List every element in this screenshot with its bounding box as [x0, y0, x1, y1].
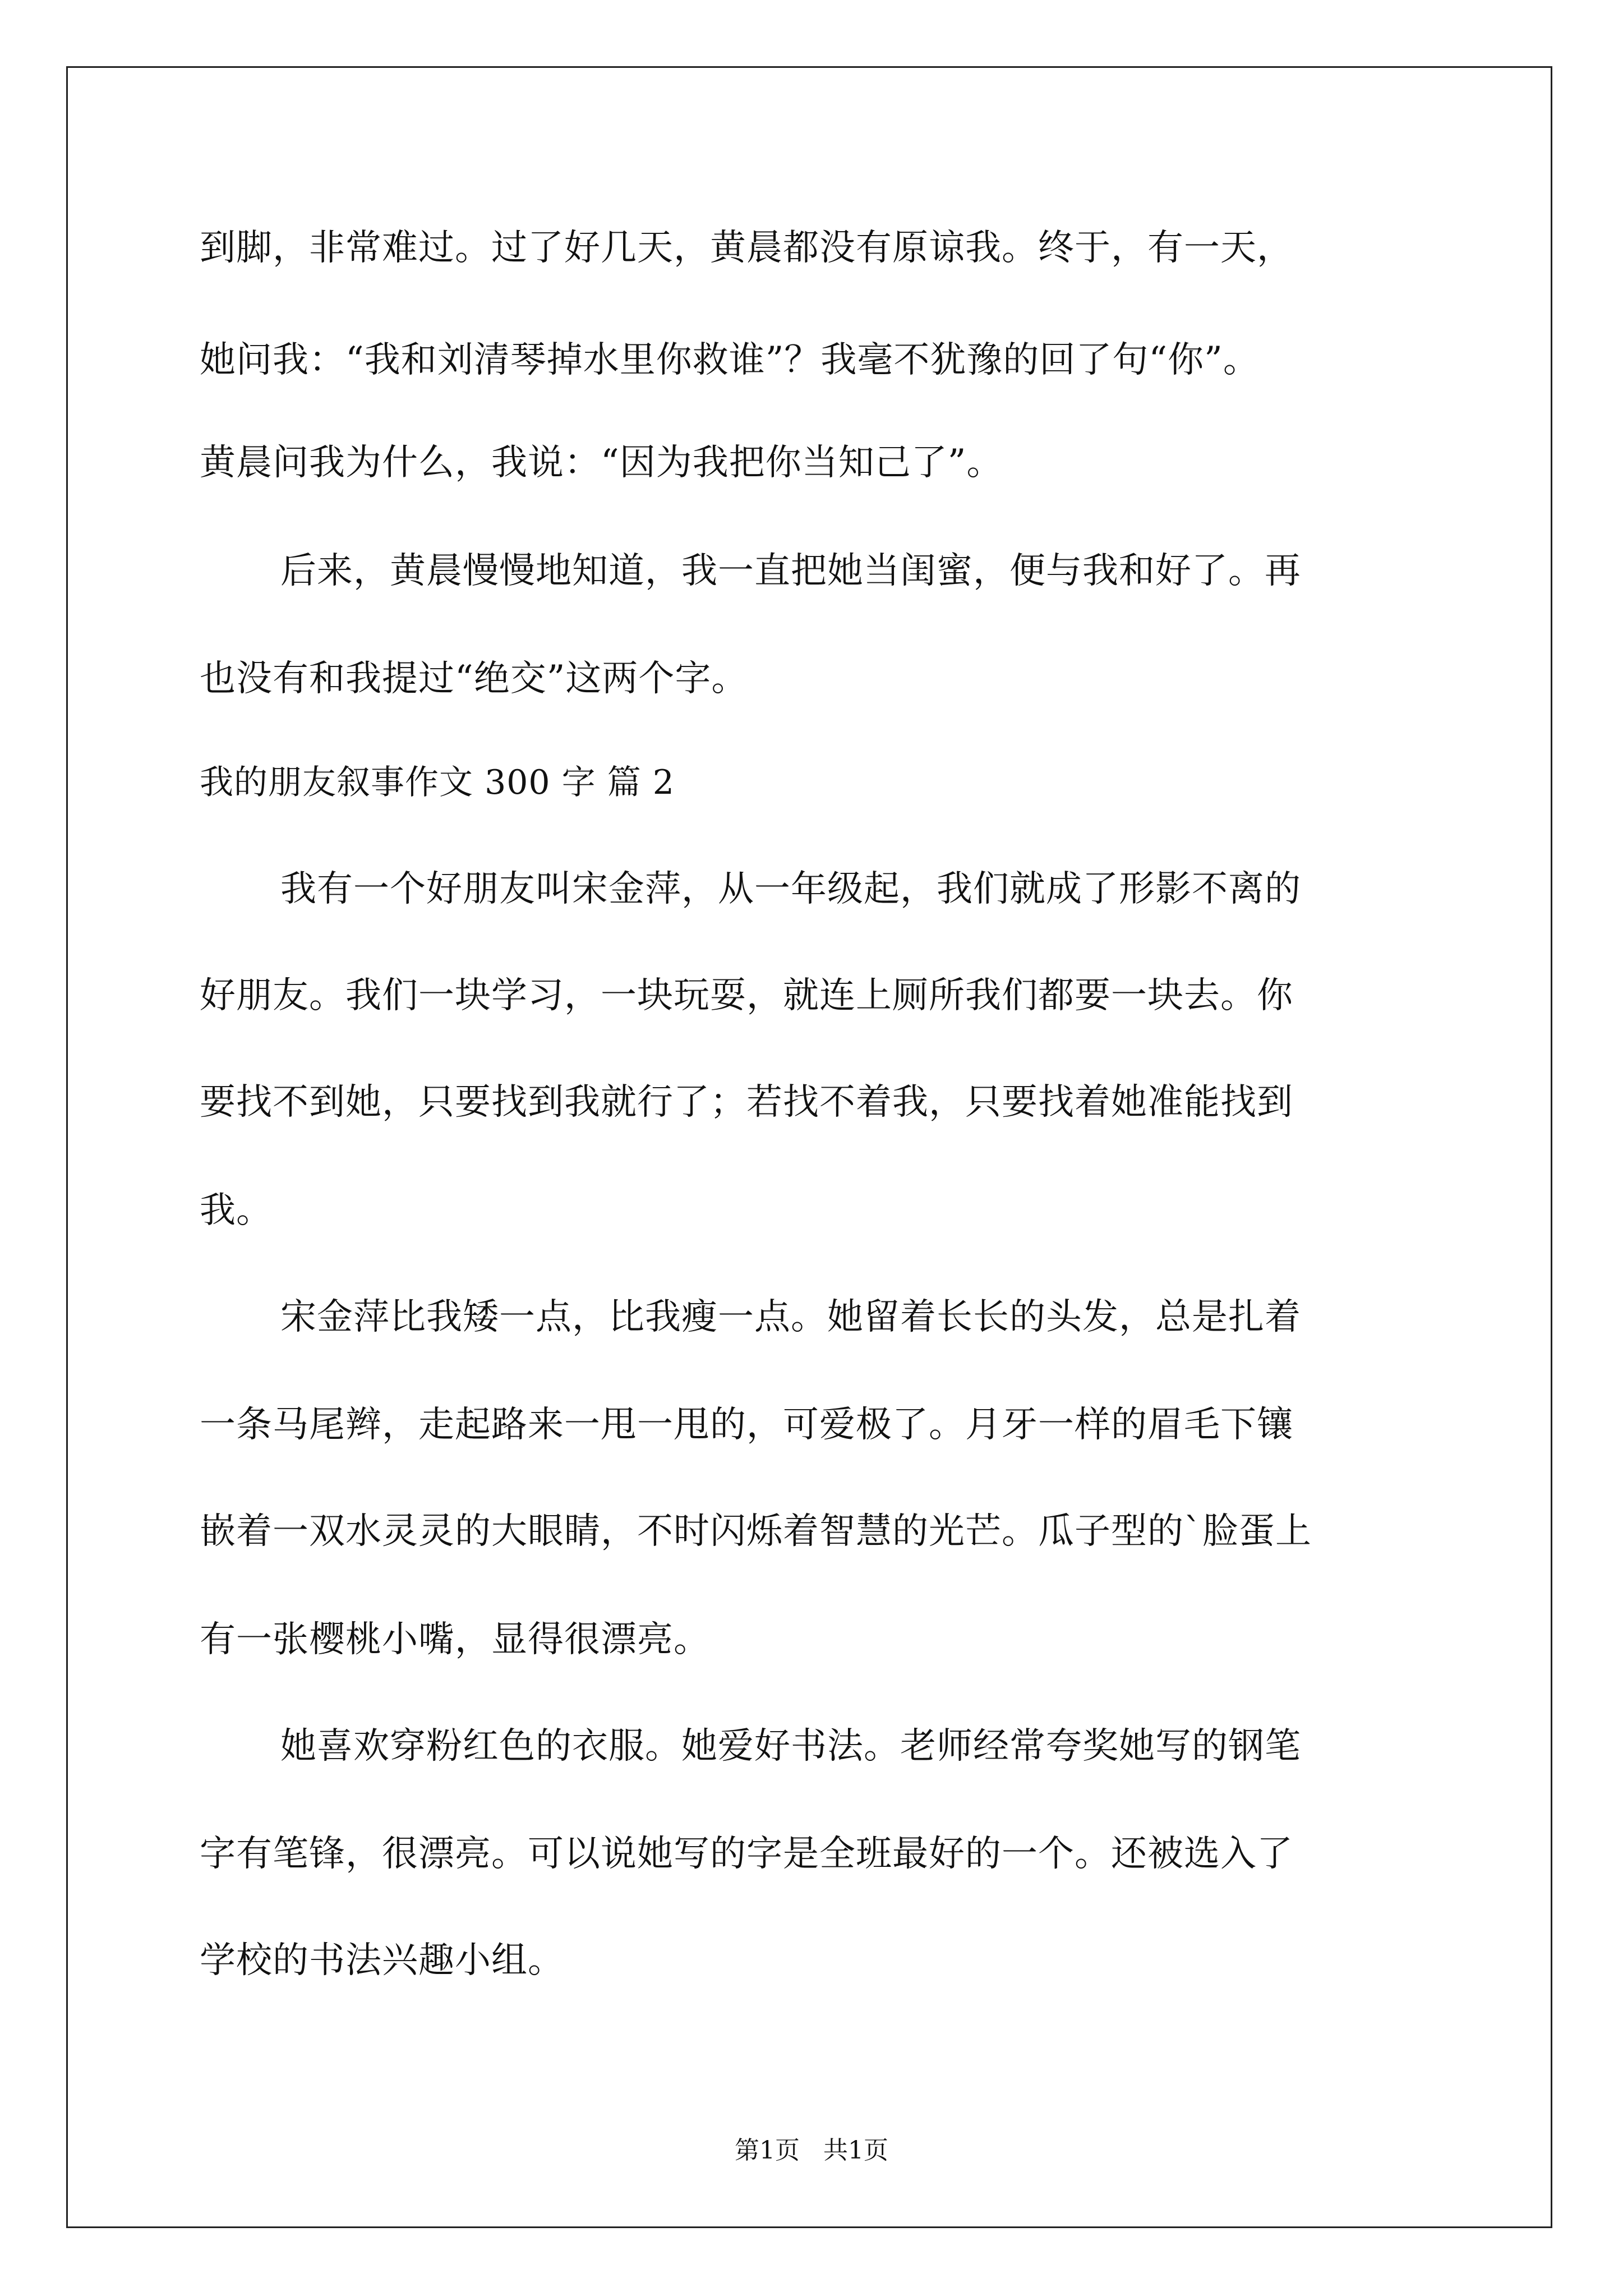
text-line-1: 到脚，非常难过。过了好几天，黄晨都没有原谅我。终于，有一天，	[200, 227, 1293, 269]
text-line-4: 后来，黄晨慢慢地知道，我一直把她当闺蜜，便与我和好了。再	[280, 550, 1301, 592]
text-line-2: 她问我：“我和刘清琴掉水里你救谁”？我毫不犹豫的回了句“你”。	[200, 339, 1260, 381]
text-line-9: 要找不到她，只要找到我就行了；若找不着我，只要找着她准能找到	[200, 1082, 1293, 1123]
text-line-10: 我。	[200, 1190, 273, 1231]
text-line-17: 学校的书法兴趣小组。	[200, 1940, 564, 1981]
page-border	[66, 66, 1552, 2228]
text-line-3: 黄晨问我为什么，我说：“因为我把你当知己了”。	[200, 442, 1003, 484]
text-line-8: 好朋友。我们一块学习，一块玩耍，就连上厕所我们都要一块去。你	[200, 975, 1293, 1016]
text-line-15: 她喜欢穿粉红色的衣服。她爱好书法。老师经常夸奖她写的钢笔	[280, 1726, 1301, 1767]
text-line-5: 也没有和我提过“绝交”这两个字。	[200, 658, 748, 700]
page-footer: 第1页 共1页	[735, 2136, 888, 2165]
text-line-16: 字有笔锋，很漂亮。可以说她写的字是全班最好的一个。还被选入了	[200, 1833, 1293, 1875]
text-line-12: 一条马尾辫，走起路来一甩一甩的，可爱极了。月牙一样的眉毛下镶	[200, 1404, 1293, 1446]
text-line-7: 我有一个好朋友叫宋金萍，从一年级起，我们就成了形影不离的	[280, 868, 1301, 910]
section-heading: 我的朋友叙事作文 300 字 篇 2	[200, 763, 675, 802]
text-line-11: 宋金萍比我矮一点，比我瘦一点。她留着长长的头发，总是扎着	[280, 1296, 1301, 1338]
text-line-14: 有一张樱桃小嘴，显得很漂亮。	[200, 1619, 710, 1660]
text-line-13: 嵌着一双水灵灵的大眼睛，不时闪烁着智慧的光芒。瓜子型的`脸蛋上	[200, 1511, 1312, 1552]
